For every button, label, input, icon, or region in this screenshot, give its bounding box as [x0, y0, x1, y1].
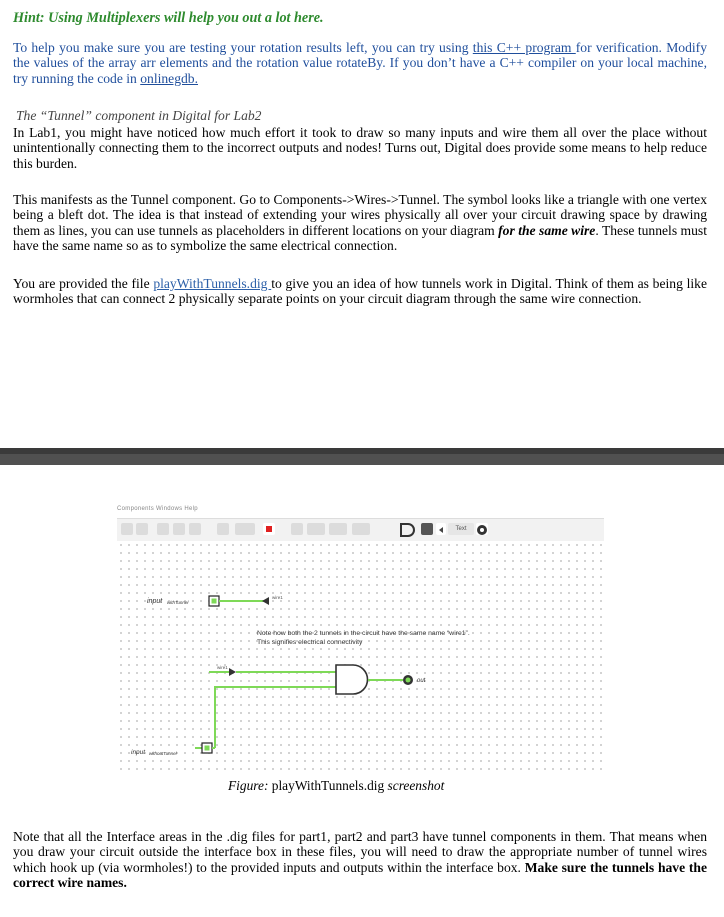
verification-text-1: To help you make sure you are testing your rotation results left, you can try using	[13, 40, 473, 55]
provided-text-1: You are provided the file	[13, 276, 154, 291]
input-top-led	[212, 599, 217, 604]
same-wire-emphasis: for the same wire	[498, 222, 596, 238]
digital-screenshot	[117, 506, 604, 772]
tunnel-top-label: wire1	[272, 595, 283, 600]
lab1-paragraph: In Lab1, you might have noticed how much effort it took to draw so many inputs and wire them all over the place without unintentionally connecting them to the incorrect outputs and nodes! Turns out, Digital does provide some means to help reduce this burden.	[13, 125, 707, 171]
and-gate[interactable]	[336, 665, 368, 694]
play-icon[interactable]	[217, 523, 229, 535]
note-line-1: Note how both the 2 tunnels in the circuit have the same name “wire1”.	[257, 630, 470, 637]
input-bottom-sublabel: withoutTunnel	[149, 751, 177, 756]
verification-text-2: for verification. Modify the values of the array arr elements and the rotation value rotateBy. If you don’t have a C++ compiler on your local machine, try running the code in	[13, 40, 707, 86]
tunnel-bottom-icon[interactable]	[229, 668, 236, 676]
onlinegdb-link[interactable]: onlinegdb.	[140, 70, 199, 86]
output-label: out	[417, 678, 426, 684]
nor-icon[interactable]	[352, 523, 370, 535]
and-gate-toolbar-icon[interactable]	[399, 522, 417, 538]
tunnel-text-1: This manifests as the Tunnel component. Go to Components->Wires->Tunnel. The symbol looks like a triangle with one vertex being a bleft dot. The idea is that instead of extending your wires physically all over your circuit drawing space by drawing them as lines, you can use tunnels as placeholders in different locations on your diagram	[13, 192, 707, 238]
component-icon[interactable]	[421, 523, 433, 535]
caption-filename: playWithTunnels.dig	[271, 778, 385, 793]
output-led	[406, 678, 411, 683]
interface-paragraph	[13, 829, 707, 890]
hint-text: Hint: Using Multiplexers will help you out a lot here.	[13, 10, 324, 26]
circuit-diagram	[117, 541, 604, 772]
expression-icon[interactable]	[329, 523, 347, 535]
tunnel-bottom-label: wire1	[217, 665, 228, 670]
tunnel-description-paragraph	[13, 192, 707, 253]
input-bottom-label: input	[131, 749, 146, 756]
provided-file-paragraph	[13, 276, 707, 307]
table-icon[interactable]	[307, 523, 325, 535]
figure-caption	[228, 778, 444, 794]
tunnel-text-2: . These tunnels must have the same name so as to symbolize the same electrical connection.	[13, 222, 707, 253]
redo-icon[interactable]	[173, 523, 185, 535]
stop-icon[interactable]	[263, 523, 275, 535]
tunnel-names-warning: Make sure the tunnels have the correct wire names.	[13, 859, 707, 890]
undo-icon[interactable]	[157, 523, 169, 535]
wire-gate-in-2	[215, 687, 336, 748]
verification-paragraph	[13, 40, 707, 86]
playwithtunnels-link[interactable]: playWithTunnels.dig	[153, 276, 272, 291]
input-top-sublabel: withTunnel	[167, 600, 189, 605]
caption-suffix: screenshot	[384, 778, 445, 793]
delete-icon[interactable]	[189, 523, 201, 535]
cpp-program-link[interactable]: this C++ program	[472, 40, 576, 55]
select-tool-icon[interactable]	[121, 523, 133, 535]
zoom-label[interactable]: Text	[448, 523, 474, 535]
analyse-icon[interactable]	[291, 523, 303, 535]
zoom-icon[interactable]	[136, 523, 148, 535]
provided-text-2: to give you an idea of how tunnels work in Digital. Think of them as being like wormholes that can connect 2 physically separate points on your circuit diagram through the same wire connection.	[13, 276, 707, 307]
caption-prefix: Figure:	[228, 778, 272, 793]
digital-toolbar	[117, 518, 604, 542]
input-bottom-led	[205, 746, 210, 751]
note-line-2: This signifies electrical connectivity	[257, 639, 363, 646]
interface-text: Note that all the Interface areas in the .dig files for part1, part2 and part3 have tunnel components in them. That means when you draw your circuit outside the interface box in these files, you will need to draw the appropriate number of tunnel wires which hook up (via wormholes!) to the provided inputs and outputs within the interface box.	[13, 829, 707, 875]
settings-icon[interactable]	[476, 523, 488, 535]
arrow-left-icon[interactable]	[436, 523, 446, 535]
tunnel-subheading: The “Tunnel” component in Digital for Lab2	[16, 108, 262, 123]
step-icon[interactable]	[235, 523, 255, 535]
page-divider	[0, 448, 724, 465]
input-top-label: input	[147, 598, 163, 605]
digital-menubar: Components Windows Help	[117, 506, 198, 512]
tunnel-top-icon[interactable]	[262, 597, 269, 605]
